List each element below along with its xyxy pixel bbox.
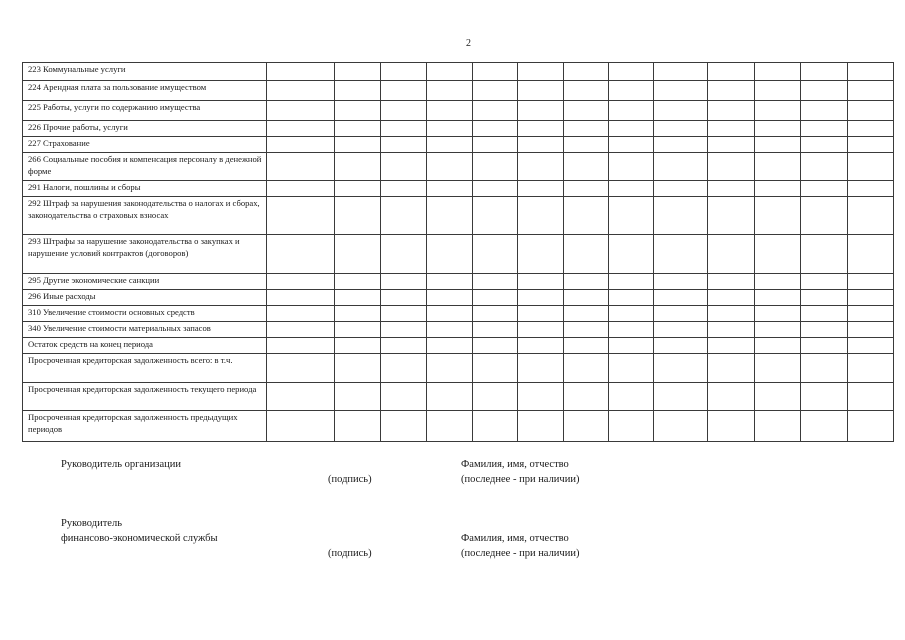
value-cell [335,121,381,137]
value-cell [267,63,335,81]
value-cell [848,383,894,411]
value-cell [381,338,427,354]
value-cell [609,101,654,121]
value-cell [267,274,335,290]
value-cell [848,137,894,153]
value-cell [267,306,335,322]
value-cell [518,197,564,235]
value-cell [473,153,518,181]
value-cell [654,290,708,306]
value-cell [381,274,427,290]
value-cell [755,121,801,137]
value-cell [564,101,609,121]
value-cell [335,81,381,101]
value-cell [267,137,335,153]
value-cell [518,63,564,81]
value-cell [427,121,473,137]
value-cell [848,235,894,274]
value-cell [427,338,473,354]
value-cell [801,322,848,338]
row-label: Остаток средств на конец периода [23,338,267,354]
table-row [23,411,894,442]
value-cell [564,290,609,306]
finance-name-caption: Фамилия, имя, отчество [461,533,569,544]
value-cell [564,274,609,290]
value-cell [427,153,473,181]
value-cell [473,101,518,121]
value-cell [335,181,381,197]
row-label: 295 Другие экономические санкции [23,274,267,290]
value-cell [609,306,654,322]
value-cell [801,181,848,197]
value-cell [564,63,609,81]
value-cell [755,137,801,153]
table-row [23,306,894,322]
value-cell [267,338,335,354]
value-cell [708,153,755,181]
value-cell [609,197,654,235]
value-cell [267,121,335,137]
value-cell [381,322,427,338]
value-cell [518,101,564,121]
value-cell [755,338,801,354]
value-cell [427,63,473,81]
value-cell [609,290,654,306]
value-cell [473,121,518,137]
value-cell [267,383,335,411]
value-cell [564,383,609,411]
value-cell [267,153,335,181]
value-cell [473,63,518,81]
table-row [23,121,894,137]
row-label: 340 Увеличение стоимости материальных запасов [23,322,267,338]
value-cell [848,181,894,197]
value-cell [609,411,654,442]
value-cell [609,383,654,411]
value-cell [654,383,708,411]
value-cell [609,322,654,338]
head-name-note: (последнее - при наличии) [461,474,580,485]
value-cell [518,235,564,274]
value-cell [335,290,381,306]
value-cell [473,338,518,354]
table-row [23,235,894,274]
row-label: 310 Увеличение стоимости основных средств [23,306,267,322]
value-cell [518,354,564,383]
value-cell [564,181,609,197]
value-cell [848,306,894,322]
value-cell [801,235,848,274]
value-cell [427,411,473,442]
value-cell [801,290,848,306]
table-row [23,181,894,197]
row-label: Просроченная кредиторская задолженность всего: в т.ч. [23,354,267,383]
value-cell [473,181,518,197]
value-cell [755,306,801,322]
value-cell [473,81,518,101]
value-cell [564,411,609,442]
table-row [23,274,894,290]
value-cell [335,354,381,383]
value-cell [381,290,427,306]
value-cell [427,306,473,322]
row-label: 292 Штраф за нарушения законодательства о налогах и сборах, законодательства о страховых взносах [23,197,267,235]
value-cell [755,197,801,235]
value-cell [755,153,801,181]
table-row [23,383,894,411]
value-cell [518,121,564,137]
table-row [23,81,894,101]
value-cell [801,274,848,290]
value-cell [473,137,518,153]
value-cell [473,290,518,306]
value-cell [801,121,848,137]
value-cell [654,153,708,181]
row-label: 266 Социальные пособия и компенсация персоналу в денежной форме [23,153,267,181]
row-label: 223 Коммунальные услуги [23,63,267,81]
value-cell [654,121,708,137]
value-cell [609,63,654,81]
value-cell [518,181,564,197]
value-cell [564,121,609,137]
value-cell [473,411,518,442]
value-cell [848,121,894,137]
value-cell [518,306,564,322]
value-cell [473,306,518,322]
table-row [23,290,894,306]
value-cell [654,235,708,274]
value-cell [708,306,755,322]
finance-name-note: (последнее - при наличии) [461,548,580,559]
value-cell [755,354,801,383]
value-cell [427,181,473,197]
value-cell [708,101,755,121]
value-cell [267,354,335,383]
value-cell [801,153,848,181]
row-label: 296 Иные расходы [23,290,267,306]
value-cell [654,354,708,383]
value-cell [381,153,427,181]
value-cell [755,63,801,81]
value-cell [267,411,335,442]
value-cell [755,274,801,290]
value-cell [848,81,894,101]
value-cell [654,322,708,338]
table-row [23,354,894,383]
value-cell [335,383,381,411]
value-cell [654,101,708,121]
table-row [23,101,894,121]
value-cell [381,383,427,411]
value-cell [267,197,335,235]
value-cell [654,274,708,290]
row-label: 293 Штрафы за нарушение законодательства о закупках и нарушение условий контрактов (договоров) [23,235,267,274]
value-cell [654,197,708,235]
finance-title-line2: финансово-экономической службы [61,533,218,544]
value-cell [801,63,848,81]
value-cell [708,235,755,274]
value-cell [654,338,708,354]
value-cell [473,235,518,274]
value-cell [518,137,564,153]
value-cell [335,306,381,322]
value-cell [381,137,427,153]
value-cell [848,338,894,354]
value-cell [708,137,755,153]
report-table-body [23,63,894,442]
value-cell [381,121,427,137]
row-label: 227 Страхование [23,137,267,153]
value-cell [801,354,848,383]
value-cell [335,137,381,153]
value-cell [609,153,654,181]
row-label: 226 Прочие работы, услуги [23,121,267,137]
value-cell [801,137,848,153]
value-cell [708,290,755,306]
table-row [23,153,894,181]
value-cell [848,101,894,121]
value-cell [381,101,427,121]
value-cell [708,197,755,235]
value-cell [427,235,473,274]
value-cell [381,411,427,442]
value-cell [518,322,564,338]
value-cell [801,383,848,411]
value-cell [564,81,609,101]
value-cell [708,121,755,137]
value-cell [335,101,381,121]
value-cell [518,290,564,306]
value-cell [518,153,564,181]
report-table [22,62,894,442]
value-cell [564,235,609,274]
value-cell [564,137,609,153]
value-cell [708,338,755,354]
value-cell [267,290,335,306]
value-cell [427,274,473,290]
value-cell [848,274,894,290]
value-cell [427,81,473,101]
value-cell [609,137,654,153]
value-cell [335,338,381,354]
value-cell [335,322,381,338]
value-cell [801,101,848,121]
value-cell [335,197,381,235]
value-cell [609,354,654,383]
value-cell [708,383,755,411]
value-cell [609,274,654,290]
value-cell [267,81,335,101]
value-cell [609,338,654,354]
value-cell [755,411,801,442]
value-cell [427,197,473,235]
value-cell [848,322,894,338]
table-row [23,137,894,153]
value-cell [654,81,708,101]
value-cell [708,354,755,383]
value-cell [381,181,427,197]
value-cell [473,197,518,235]
value-cell [518,383,564,411]
value-cell [427,290,473,306]
table-row [23,322,894,338]
value-cell [473,354,518,383]
value-cell [335,153,381,181]
value-cell [654,63,708,81]
value-cell [708,81,755,101]
value-cell [708,322,755,338]
head-title: Руководитель организации [61,459,181,470]
value-cell [564,306,609,322]
row-label: 224 Арендная плата за пользование имуществом [23,81,267,101]
page-number: 2 [466,38,471,49]
value-cell [335,235,381,274]
value-cell [755,322,801,338]
value-cell [473,322,518,338]
value-cell [381,63,427,81]
value-cell [335,411,381,442]
value-cell [427,137,473,153]
value-cell [654,137,708,153]
value-cell [755,81,801,101]
value-cell [518,81,564,101]
value-cell [708,274,755,290]
value-cell [564,322,609,338]
value-cell [708,63,755,81]
row-label: Просроченная кредиторская задолженность предыдущих периодов [23,411,267,442]
value-cell [427,383,473,411]
value-cell [381,354,427,383]
value-cell [708,181,755,197]
value-cell [755,290,801,306]
value-cell [267,322,335,338]
row-label: 225 Работы, услуги по содержанию имущества [23,101,267,121]
value-cell [427,322,473,338]
value-cell [564,354,609,383]
value-cell [755,101,801,121]
value-cell [335,63,381,81]
value-cell [801,306,848,322]
value-cell [267,181,335,197]
value-cell [267,101,335,121]
value-cell [755,235,801,274]
value-cell [381,197,427,235]
value-cell [654,411,708,442]
row-label: 291 Налоги, пошлины и сборы [23,181,267,197]
table-row [23,197,894,235]
value-cell [564,338,609,354]
value-cell [427,101,473,121]
value-cell [267,235,335,274]
value-cell [654,181,708,197]
head-sign-caption: (подпись) [328,474,372,485]
value-cell [755,181,801,197]
value-cell [335,274,381,290]
value-cell [609,121,654,137]
value-cell [848,197,894,235]
table-row [23,338,894,354]
value-cell [518,338,564,354]
value-cell [473,274,518,290]
value-cell [801,81,848,101]
value-cell [473,383,518,411]
value-cell [564,153,609,181]
head-name-caption: Фамилия, имя, отчество [461,459,569,470]
value-cell [755,383,801,411]
value-cell [518,274,564,290]
value-cell [381,81,427,101]
value-cell [609,181,654,197]
value-cell [848,354,894,383]
value-cell [427,354,473,383]
value-cell [801,338,848,354]
finance-title-line1: Руководитель [61,518,122,529]
value-cell [609,235,654,274]
value-cell [848,153,894,181]
value-cell [564,197,609,235]
table-row [23,63,894,81]
value-cell [848,290,894,306]
row-label: Просроченная кредиторская задолженность текущего периода [23,383,267,411]
value-cell [801,197,848,235]
value-cell [848,411,894,442]
value-cell [708,411,755,442]
value-cell [381,306,427,322]
finance-sign-caption: (подпись) [328,548,372,559]
value-cell [381,235,427,274]
value-cell [801,411,848,442]
value-cell [609,81,654,101]
value-cell [848,63,894,81]
value-cell [518,411,564,442]
value-cell [654,306,708,322]
